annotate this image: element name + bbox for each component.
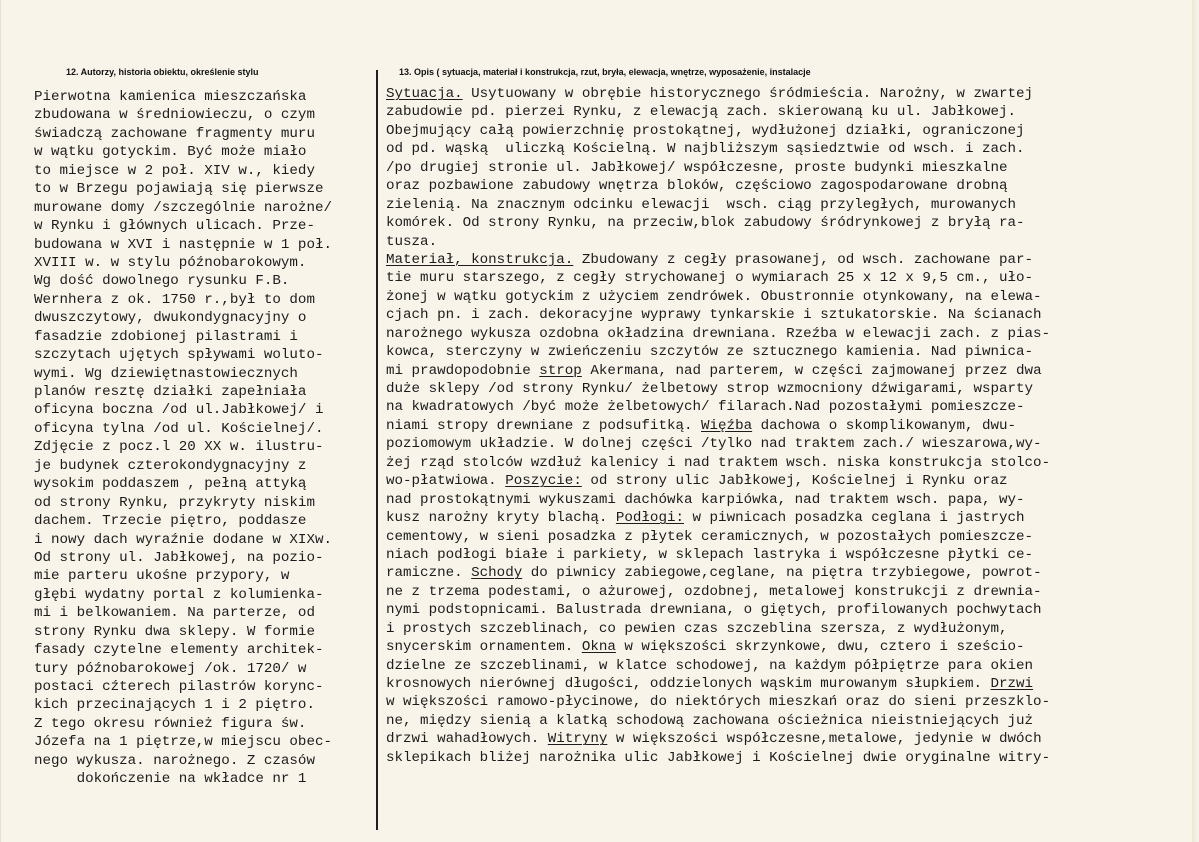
text-line [34, 346, 332, 364]
text-segment: i nowy dach wyraźnie dodane w XIXw. [34, 531, 332, 548]
text-line [34, 291, 332, 309]
text-line [386, 288, 1050, 306]
text-line [386, 177, 1050, 195]
text-line [386, 509, 1050, 527]
text-line [386, 269, 1050, 287]
underlined-term: Okna [581, 639, 616, 656]
text-line [34, 567, 332, 585]
text-line [34, 512, 332, 530]
text-line [34, 254, 332, 272]
text-segment: dzielne ze szczeblinami, w klatce schodowej, na każdym półpiętrze para okien [386, 657, 1034, 674]
underlined-term: Poszycie: [505, 473, 582, 490]
text-line [34, 143, 332, 161]
text-segment: fasadzie zdobionej pilastrami i [34, 328, 298, 345]
text-line [386, 380, 1050, 398]
text-line [386, 528, 1050, 546]
text-segment: zabudowie pd. pierzei Rynku, z elewacją zach. skierowaną ku ul. Jabłkowej. [386, 104, 1017, 121]
text-line [34, 715, 332, 733]
text-segment: Wernhera z ok. 1750 r.,był to dom [34, 291, 315, 308]
text-segment: je budynek czterokondygnacyjny z [34, 457, 307, 474]
text-line [386, 583, 1050, 601]
text-segment: Pierwotna kamienica mieszczańska [34, 89, 307, 105]
text-segment: komórek. Od strony Rynku, na przeciw,blok zabudowy śródrynkowej z bryłą ra- [386, 215, 1025, 232]
text-segment: oficyna boczna /od ul.Jabłkowej/ i [34, 402, 324, 419]
text-line [386, 657, 1050, 675]
text-line [386, 398, 1050, 416]
text-segment: dachowa o skomplikowanym, dwu- [752, 417, 1017, 434]
underlined-term: Witryny [547, 731, 608, 748]
text-line [386, 251, 1050, 269]
text-segment: nad prostokątnymi wykuszami dachówka karpiówka, nad traktem wsch. papa, wy- [386, 491, 1025, 508]
text-line [34, 438, 332, 456]
text-line [386, 362, 1050, 380]
text-line [34, 623, 332, 641]
text-line [34, 641, 332, 659]
section-12-heading: 12. Autorzy, historia obiektu, określenie stylu [66, 67, 259, 77]
text-segment: nymi podstopnicami. Balustrada drewniana, o giętych, profilowanych pochwytach [386, 602, 1042, 619]
text-segment: dachem. Trzecie piętro, poddasze [34, 513, 307, 530]
text-line [386, 85, 1050, 103]
text-segment: i prostych szczeblinach, co pewien czas szczeblina szersza, z wydłużonym, [386, 620, 1008, 637]
text-segment: głębi wydatny portal z kolumienka- [34, 586, 324, 603]
underlined-term: Drzwi [990, 676, 1034, 692]
text-segment: tusza. [386, 233, 438, 250]
text-line [34, 420, 332, 438]
text-line [386, 472, 1050, 490]
text-segment: narożnego wykusza ozdobna okładzina drewniana. Rzeźba w elewacji zach. z pias- [386, 325, 1051, 342]
text-line [34, 383, 332, 401]
text-segment: sklepikach bliżej narożnika ulic Jabłkowej i Kościelnej dwie oryginalne witry- [386, 749, 1051, 766]
description-text-column [386, 85, 1050, 767]
text-line [386, 122, 1050, 140]
text-segment: mie parteru ukośne przypory, w [34, 568, 290, 585]
text-line [386, 325, 1050, 343]
text-segment: Akermana, nad parterem, w części zajmowanej przez dwa [581, 362, 1042, 379]
text-line [386, 638, 1050, 656]
text-segment: Józefa na 1 piętrze,w miejscu obec- [34, 734, 332, 751]
text-line [34, 365, 332, 383]
text-line [386, 454, 1050, 472]
text-segment: Usytuowany w obrębie historycznego śródmieścia. Narożny, w zwartej [462, 86, 1034, 102]
text-segment: na kwadratowych /być może żelbetowych/ filarach.Nad pozostałymi pomieszcze- [386, 399, 1025, 416]
text-segment: mi prawdopodobnie [386, 362, 540, 379]
text-segment: od strony Rynku, przykryty niskim [34, 494, 315, 511]
text-line [386, 564, 1050, 582]
text-segment: cjach pn. i zach. dekoracyjne wyprawy tynkarskie i sztukatorskie. Na ścianach [386, 307, 1042, 324]
text-line [34, 678, 332, 696]
text-line [34, 752, 332, 770]
text-line [34, 106, 332, 124]
text-line [34, 401, 332, 419]
text-line [34, 696, 332, 714]
text-segment: wysokim poddaszem , pełną attyką [34, 476, 307, 493]
text-segment: ramiczne. [386, 565, 472, 582]
text-segment: żonej w wątku gotyckim z użyciem zendrówek. Obustronnie otynkowany, na elewa- [386, 288, 1042, 305]
text-segment: murowane domy /szczególnie narożne/ [34, 199, 332, 216]
history-text-column [34, 88, 332, 789]
text-segment: kich przecinających 1 i 2 piętro. [34, 697, 315, 714]
text-segment: dwuszczytowy, dwukondygnacyjny o [34, 310, 307, 327]
column-divider [376, 70, 378, 830]
text-segment: postaci cźterech pilastrów korync- [34, 679, 324, 695]
text-segment: nego wykusza. narożnego. Z czasów [34, 752, 315, 769]
underlined-term: Schody [471, 565, 523, 582]
text-line [34, 604, 332, 622]
text-segment: cementowy, w sieni posadzka z płytek ceramicznych, w pozostałych pomieszcze- [386, 528, 1034, 545]
text-line [386, 103, 1050, 121]
text-line [34, 272, 332, 290]
text-line [386, 196, 1050, 214]
text-segment: niach podłogi białe i parkiety, w sklepach lastryka i współczesne płytki ce- [386, 546, 1034, 563]
text-segment: kusz narożny kryty blachą. [386, 510, 616, 527]
text-segment: mi i belkowaniem. Na parterze, od [34, 605, 315, 622]
text-segment: duże sklepy /od strony Rynku/ żelbetowy strop wzmocniony dźwigarami, wsparty [386, 381, 1034, 397]
text-line [386, 620, 1050, 638]
text-segment: w większości współczesne,metalowe, jedynie w dwóch [607, 731, 1042, 748]
text-line [34, 328, 332, 346]
text-line [34, 217, 332, 235]
text-segment: w większości ramowo-płycinowe, do niektórych mieszkań oraz do sieni przeszklo- [386, 694, 1051, 711]
text-segment: XVIII w. w stylu późnobarokowym. [34, 254, 307, 271]
text-segment: Obejmujący całą powierzchnię prostokątnej, wydłużonej działki, ograniczonej [386, 122, 1025, 139]
text-line [34, 125, 332, 143]
text-line [34, 199, 332, 217]
text-segment: od strony ulic Jabłkowej, Kościelnej i Rynku oraz [581, 473, 1008, 490]
text-segment: kowca, sterczyny w zwieńczeniu szczytów ze sztucznego kamienia. Nad piwnica- [386, 344, 1034, 361]
text-line [34, 531, 332, 549]
text-segment: niami stropy drewniane z podsufitką. [386, 417, 702, 434]
text-segment: strony Rynku dwa sklepy. W formie [34, 623, 315, 640]
text-segment: do piwnicy zabiegowe,ceglane, na piętra trzybiegowe, powrot- [522, 565, 1042, 582]
text-segment: poziomowym układzie. W dolnej części /tylko nad traktem zach./ wieszarowa,wy- [386, 436, 1042, 453]
text-line [34, 162, 332, 180]
text-segment: fasady czytelne elementy architek- [34, 642, 324, 659]
text-line [386, 491, 1050, 509]
text-line [386, 712, 1050, 730]
text-line [34, 770, 332, 788]
text-line [386, 546, 1050, 564]
text-line [386, 233, 1050, 251]
text-line [34, 586, 332, 604]
text-line [386, 159, 1050, 177]
text-line [386, 214, 1050, 232]
text-line [34, 660, 332, 678]
text-line [386, 730, 1050, 748]
text-segment: od pd. wąską uliczką Kościelną. W najbliższym sąsiedztwie od wsch. i zach. [386, 141, 1025, 158]
text-line [386, 417, 1050, 435]
text-segment: oficyna tylna /od ul. Kościelnej/. [34, 420, 324, 437]
text-segment: Zdjęcie z pocz.l 20 XX w. ilustru- [34, 439, 324, 456]
text-segment: budowana w XVI i następnie w 1 poł. [34, 236, 332, 253]
text-segment: snycerskim ornamentem. [386, 639, 582, 656]
text-segment: wo-płatwiowa. [386, 473, 506, 490]
text-segment: świadczą zachowane fragmenty muru [34, 125, 315, 142]
text-segment: drzwi wahadłowych. [386, 731, 548, 748]
underlined-term: Sytuacja. [386, 86, 463, 102]
underlined-term: Podłogi: [615, 510, 684, 527]
text-segment: ne z trzema podestami, o ażurowej, ozdobnej, metalowej konstrukcji z drewnia- [386, 583, 1042, 600]
text-line [34, 475, 332, 493]
text-segment: w większości skrzynkowe, dwu, cztero i sześcio- [615, 639, 1025, 656]
text-line [386, 306, 1050, 324]
text-line [34, 549, 332, 567]
text-segment: Z tego okresu również figura św. [34, 715, 307, 732]
underlined-term: Więźba [701, 417, 753, 434]
text-line [386, 675, 1050, 693]
text-line [34, 236, 332, 254]
text-line [34, 180, 332, 198]
text-segment: Wg dość dowolnego rysunku F.B. [34, 273, 290, 290]
text-segment: tie muru starszego, z cegły strychowanej o wymiarach 25 x 12 x 9,5 cm., uło- [386, 270, 1034, 287]
text-line [34, 309, 332, 327]
text-segment: krosnowych nierównej długości, oddzielonych wąskim murowanym słupkiem. [386, 676, 991, 692]
text-line [34, 494, 332, 512]
text-segment: /po drugiej stronie ul. Jabłkowej/ współczesne, proste budynki mieszkalne [386, 159, 1008, 176]
text-line [386, 140, 1050, 158]
text-segment: żej rząd stolców wzdłuż kalenicy i nad traktem wsch. niska konstrukcja stolco- [386, 454, 1051, 471]
text-segment: zbudowana w średniowieczu, o czym [34, 107, 315, 124]
section-13-heading: 13. Opis ( sytuacja, materiał i konstrukcja, rzut, bryła, elewacja, wnętrze, wyposażenie, instalacje [399, 67, 811, 77]
text-segment: oraz pozbawione zabudowy wnętrza bloków, częściowo zagospodarowane drobną [386, 178, 1008, 195]
text-line [386, 693, 1050, 711]
text-line [34, 88, 332, 106]
text-segment: szczytach ujętych spływami woluto- [34, 347, 324, 364]
text-segment: ne, między sienią a klatką schodową zachowana ościeżnica nieistniejących już [386, 712, 1034, 729]
underlined-term: Materiał, konstrukcja. [386, 251, 574, 268]
text-line [34, 733, 332, 751]
text-line [386, 343, 1050, 361]
text-segment: Od strony ul. Jabłkowej, na pozio- [34, 549, 324, 566]
text-segment: zielenią. Na znacznym odcinku elewacji wsch. ciąg przyległych, murowanych [386, 196, 1017, 213]
text-segment: dokończenie na wkładce nr 1 [34, 771, 307, 788]
text-line [34, 457, 332, 475]
page-edge [1192, 0, 1199, 842]
text-segment: w piwnicach posadzka ceglana i jastrych [684, 510, 1025, 527]
text-line [386, 435, 1050, 453]
text-segment: tury późnobarokowej /ok. 1720/ w [34, 660, 307, 677]
text-segment: wymi. Wg dziewiętnastowiecznych [34, 365, 298, 382]
underlined-term: strop [539, 362, 582, 379]
text-segment: Zbudowany z cegły prasowanej, od wsch. zachowane par- [573, 251, 1034, 268]
text-line [386, 749, 1050, 767]
text-segment: w Rynku i głównych ulicach. Prze- [34, 218, 315, 235]
text-segment: w wątku gotyckim. Być może miało [34, 144, 307, 161]
text-line [386, 601, 1050, 619]
text-segment: planów resztę działki zapełniała [34, 384, 307, 400]
text-segment: to w Brzegu pojawiają się pierwsze [34, 181, 324, 198]
text-segment: to miejsce w 2 poł. XIV w., kiedy [34, 162, 315, 179]
